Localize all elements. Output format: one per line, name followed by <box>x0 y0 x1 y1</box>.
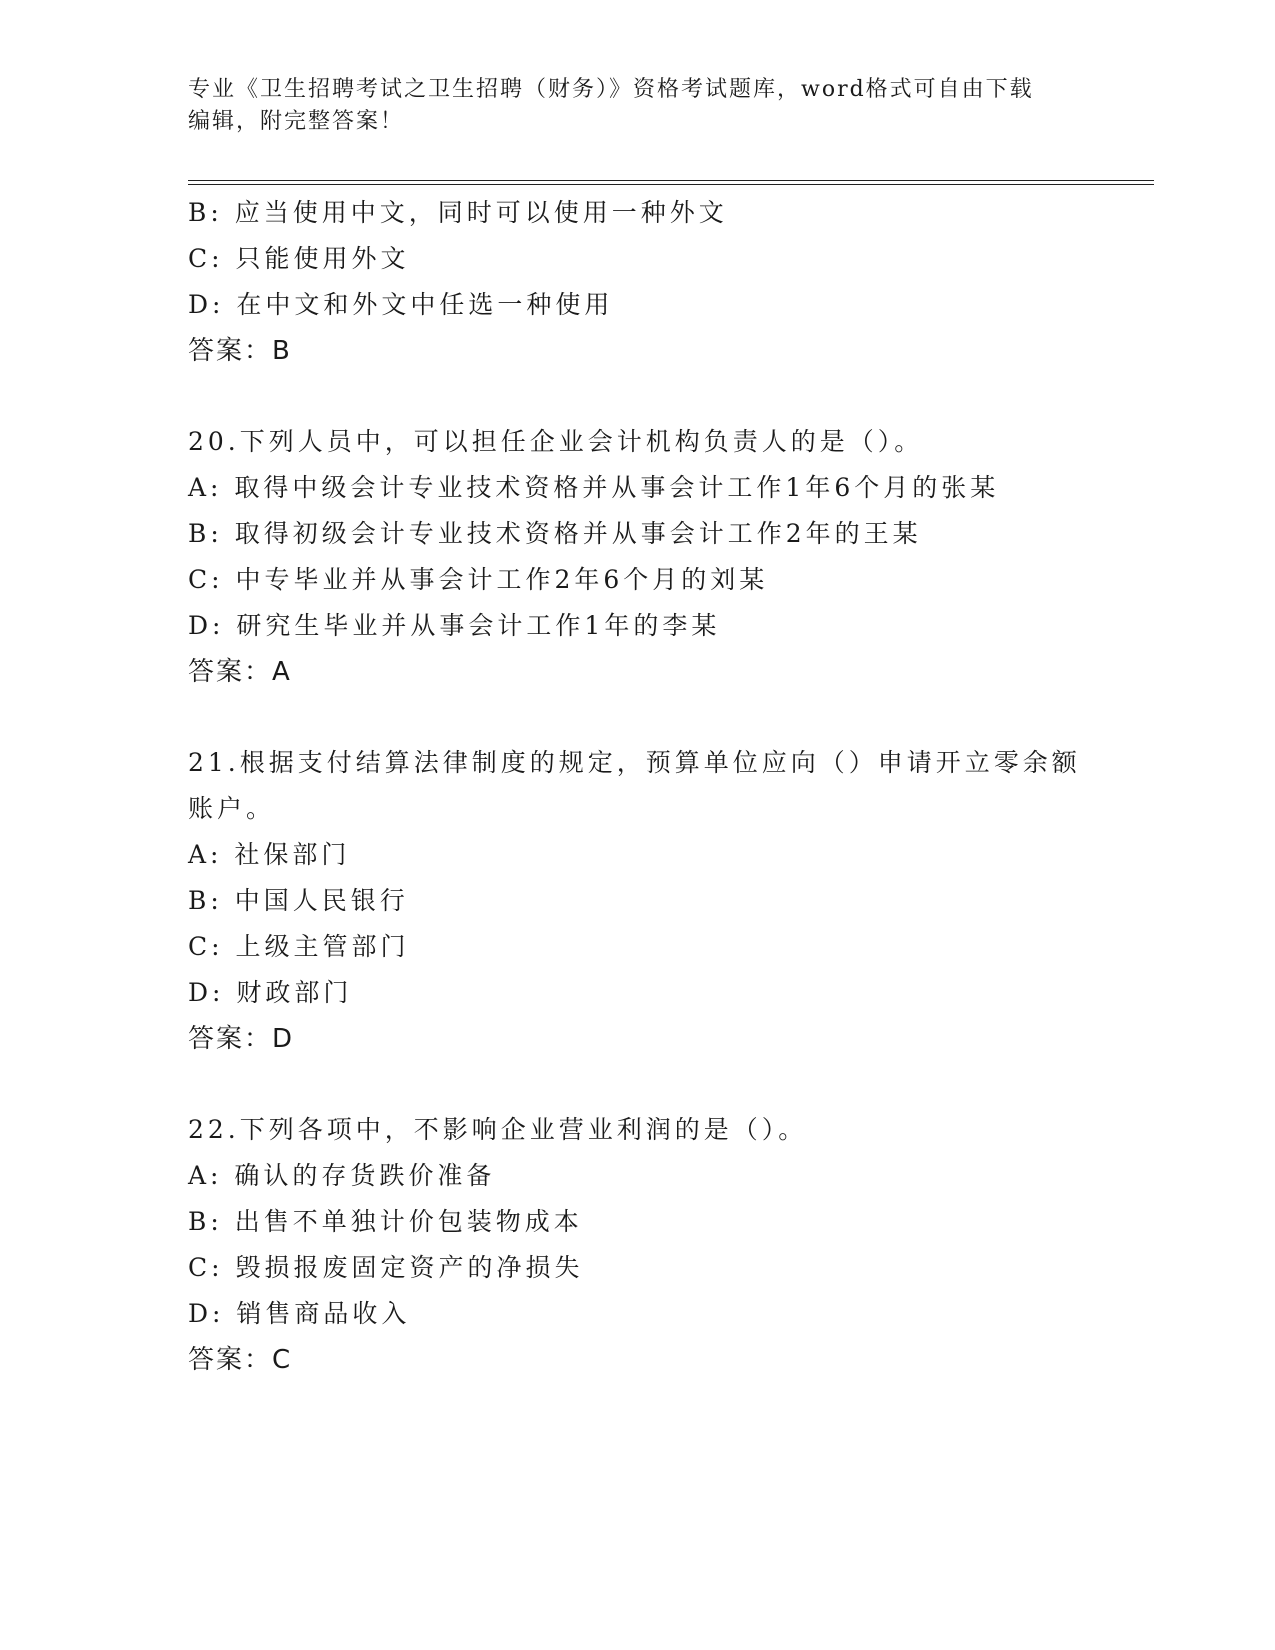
question-text: 22.下列各项中，不影响企业营业利润的是（）。 <box>188 1115 808 1144</box>
spacer <box>188 1062 1088 1107</box>
header-line-2: 编辑，附完整答案！ <box>188 109 405 134</box>
header-divider-bottom <box>188 184 1154 185</box>
option-b: B: 中国人民银行 <box>188 886 409 915</box>
answer-label: 答案：A <box>188 657 292 687</box>
answer-label: 答案：B <box>188 336 292 366</box>
option-a: A: 社保部门 <box>188 840 351 869</box>
question-text-line-1: 21.根据支付结算法律制度的规定，预算单位应向（）申请开立零余额 <box>188 748 1081 777</box>
spacer <box>188 695 1088 740</box>
option-c: C: 上级主管部门 <box>188 932 410 961</box>
option-b: B: 应当使用中文，同时可以使用一种外文 <box>188 198 728 227</box>
option-a: A: 确认的存货跌价准备 <box>188 1161 496 1190</box>
answer-label: 答案：D <box>188 1024 295 1054</box>
header-line-1: 专业《卫生招聘考试之卫生招聘（财务）》资格考试题库，word格式可自由下载 <box>188 77 1034 102</box>
question-block-20 <box>188 419 1088 695</box>
option-d: D: 销售商品收入 <box>188 1299 411 1328</box>
option-b: B: 取得初级会计专业技术资格并从事会计工作2年的王某 <box>188 519 922 548</box>
question-block-21 <box>188 740 1088 1062</box>
spacer <box>188 374 1088 419</box>
question-block-19 <box>188 190 1088 374</box>
header-divider-top <box>188 180 1154 181</box>
option-c: C: 中专毕业并从事会计工作2年6个月的刘某 <box>188 565 769 594</box>
document-header <box>188 74 1088 138</box>
option-b: B: 出售不单独计价包装物成本 <box>188 1207 583 1236</box>
option-a: A: 取得中级会计专业技术资格并从事会计工作1年6个月的张某 <box>188 473 1000 502</box>
question-list <box>188 190 1088 1383</box>
option-d: D: 在中文和外文中任选一种使用 <box>188 290 614 319</box>
option-d: D: 研究生毕业并从事会计工作1年的李某 <box>188 611 721 640</box>
answer-label: 答案：C <box>188 1345 293 1375</box>
option-c: C: 毁损报废固定资产的净损失 <box>188 1253 584 1282</box>
question-text: 20.下列人员中，可以担任企业会计机构负责人的是（）。 <box>188 427 924 456</box>
option-c: C: 只能使用外文 <box>188 244 410 273</box>
option-d: D: 财政部门 <box>188 978 353 1007</box>
question-text-line-2: 账户。 <box>188 794 276 823</box>
question-block-22 <box>188 1107 1088 1383</box>
